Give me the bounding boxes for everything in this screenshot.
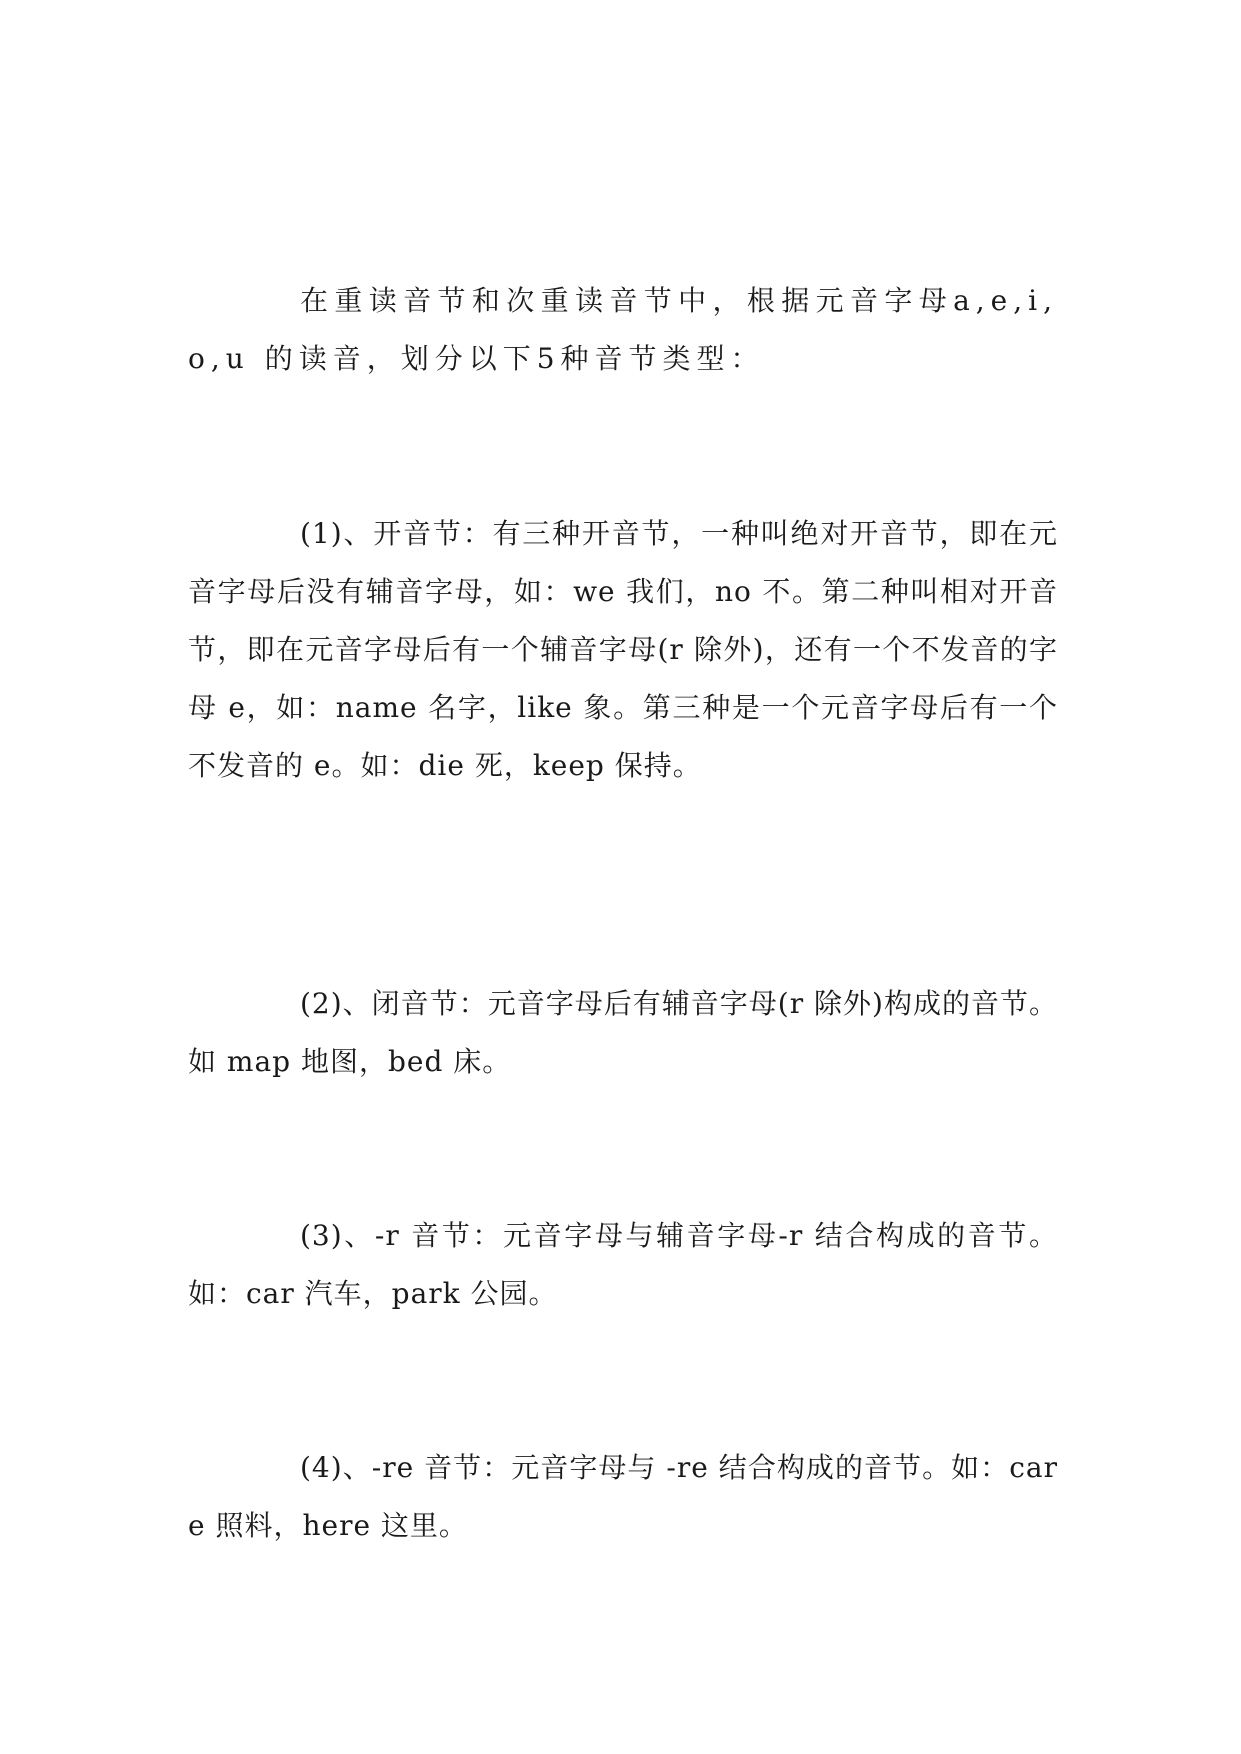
paragraph-closed-syllable: (2)、闭音节：元音字母后有辅音字母(r 除外)构成的音节。如 map 地图，bed 床。 bbox=[188, 987, 1058, 1078]
paragraph-open-syllable: (1)、开音节：有三种开音节，一种叫绝对开音节，即在元音字母后没有辅音字母，如：we 我们，no 不。第二种叫相对开音节，即在元音字母后有一个辅音字母(r 除外)，还有一个不发音的字母 e，如：name 名字，like 象。第三种是一个元音字母后有一个不发音的 e。如：die 死，keep 保持。 bbox=[188, 517, 1058, 782]
intro-paragraph: 在重读音节和次重读音节中，根据元音字母a,e,i,o,u 的读音，划分以下5种音节类型： bbox=[188, 284, 1058, 375]
paragraph-r-syllable: (3)、-r 音节：元音字母与辅音字母-r 结合构成的音节。如：car 汽车，park 公园。 bbox=[188, 1219, 1058, 1310]
paragraph-re-syllable: (4)、-re 音节：元音字母与 -re 结合构成的音节。如：care 照料，here 这里。 bbox=[188, 1451, 1058, 1542]
